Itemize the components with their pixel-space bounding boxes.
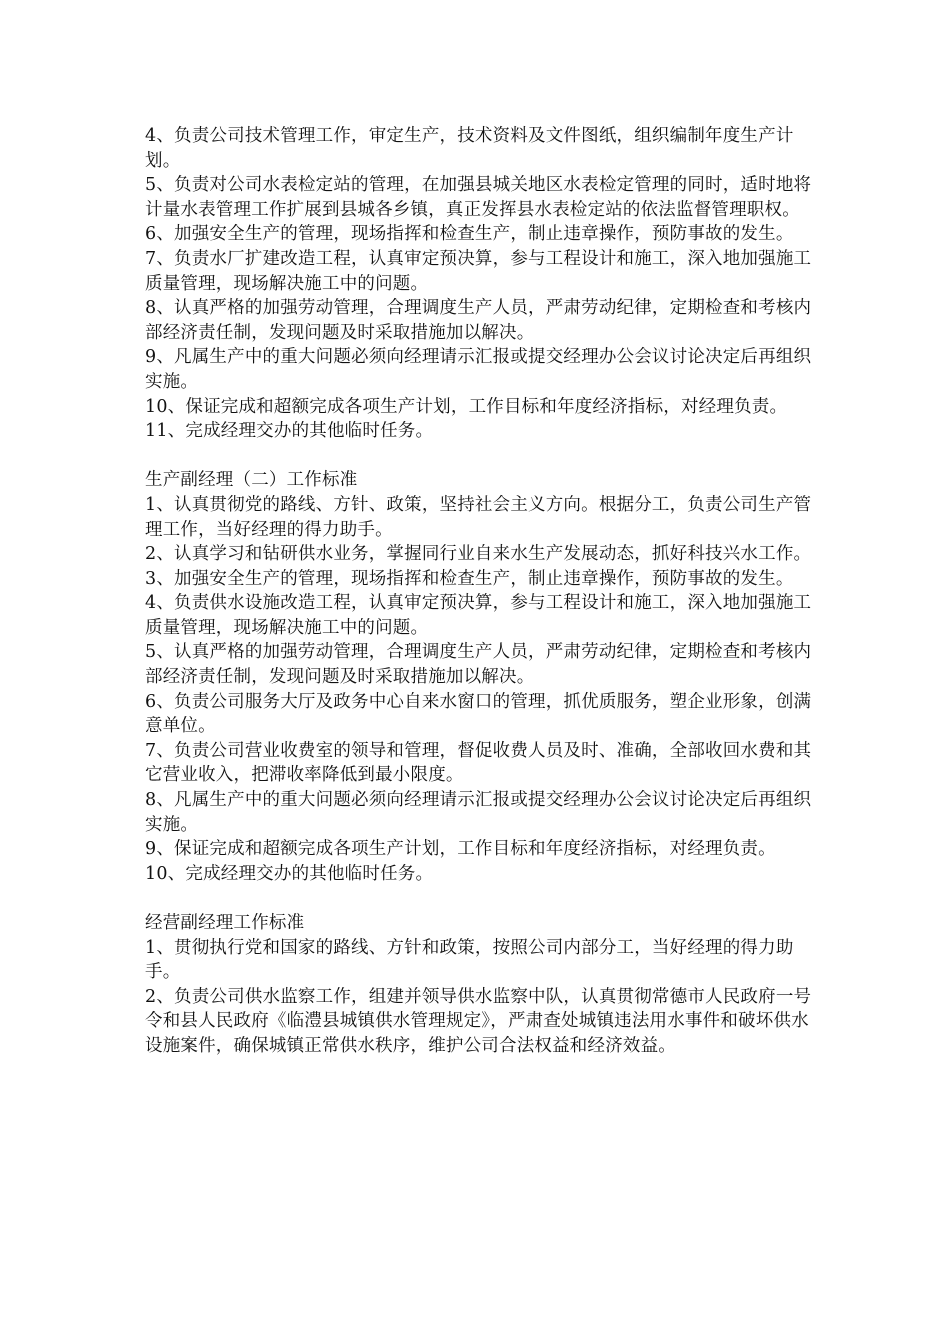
list-item: 2、负责公司供水监察工作，组建并领导供水监察中队，认真贯彻常德市人民政府一号令和县人民政府《临澧县城镇供水管理规定》，严肃查处城镇违法用水事件和破坏供水设施案件，确保城镇正常供水秩序，维护公司合法权益和经济效益。 (145, 986, 812, 1056)
document-body (145, 124, 825, 1059)
list-item: 9、保证完成和超额完成各项生产计划，工作目标和年度经济指标，对经理负责。 (145, 839, 776, 860)
list-item: 10、保证完成和超额完成各项生产计划，工作目标和年度经济指标，对经理负责。 (145, 396, 788, 417)
list-item: 6、负责公司服务大厅及政务中心自来水窗口的管理，抓优质服务，塑企业形象，创满意单位。 (145, 691, 812, 737)
list-item: 4、负责供水设施改造工程，认真审定预决算，参与工程设计和施工，深入地加强施工质量管理，现场解决施工中的问题。 (145, 593, 812, 638)
list-item: 4、负责公司技术管理工作，审定生产，技术资料及文件图纸，组织编制年度生产计划。 (145, 126, 794, 171)
list-item: 8、认真严格的加强劳动管理，合理调度生产人员，严肃劳动纪律，定期检查和考核内部经济责任制，发现问题及时采取措施加以解决。 (145, 298, 812, 343)
list-item: 1、贯彻执行党和国家的路线、方针和政策，按照公司内部分工，当好经理的得力助手。 (145, 937, 794, 983)
list-item: 6、加强安全生产的管理，现场指挥和检查生产，制止违章操作，预防事故的发生。 (145, 224, 794, 245)
section-heading: 生产副经理（二）工作标准 (145, 470, 358, 491)
section-heading: 经营副经理工作标准 (145, 913, 305, 933)
section-business-deputy-manager (145, 911, 825, 1059)
list-item: 5、负责对公司水表检定站的管理，在加强县城关地区水表检定管理的同时，适时地将计量水表管理工作扩展到县城各乡镇，真正发挥县水表检定站的依法监督管理职权。 (145, 175, 812, 220)
list-item: 8、凡属生产中的重大问题必须向经理请示汇报或提交经理办公会议讨论决定后再组织实施。 (145, 790, 812, 835)
list-item: 7、负责公司营业收费室的领导和管理，督促收费人员及时、准确，全部收回水费和其它营业收入，把滞收率降低到最小限度。 (145, 740, 812, 786)
list-item: 2、认真学习和钻研供水业务，掌握同行业自来水生产发展动态，抓好科技兴水工作。 (145, 544, 812, 565)
list-item: 11、完成经理交办的其他临时任务。 (145, 421, 434, 442)
section-production-duties-continued (145, 124, 825, 444)
list-item: 9、凡属生产中的重大问题必须向经理请示汇报或提交经理办公会议讨论决定后再组织实施。 (145, 347, 812, 392)
list-item: 7、负责水厂扩建改造工程，认真审定预决算，参与工程设计和施工，深入地加强施工质量管理，现场解决施工中的问题。 (145, 248, 812, 294)
list-item: 3、加强安全生产的管理，现场指挥和检查生产，制止违章操作，预防事故的发生。 (145, 568, 794, 589)
list-item: 1、认真贯彻党的路线、方针、政策，坚持社会主义方向。根据分工，负责公司生产管理工作，当好经理的得力助手。 (145, 494, 812, 540)
list-item: 5、认真严格的加强劳动管理，合理调度生产人员，严肃劳动纪律，定期检查和考核内部经济责任制，发现问题及时采取措施加以解决。 (145, 642, 812, 688)
list-item: 10、完成经理交办的其他临时任务。 (145, 863, 434, 884)
section-production-deputy-manager-2 (145, 468, 825, 886)
